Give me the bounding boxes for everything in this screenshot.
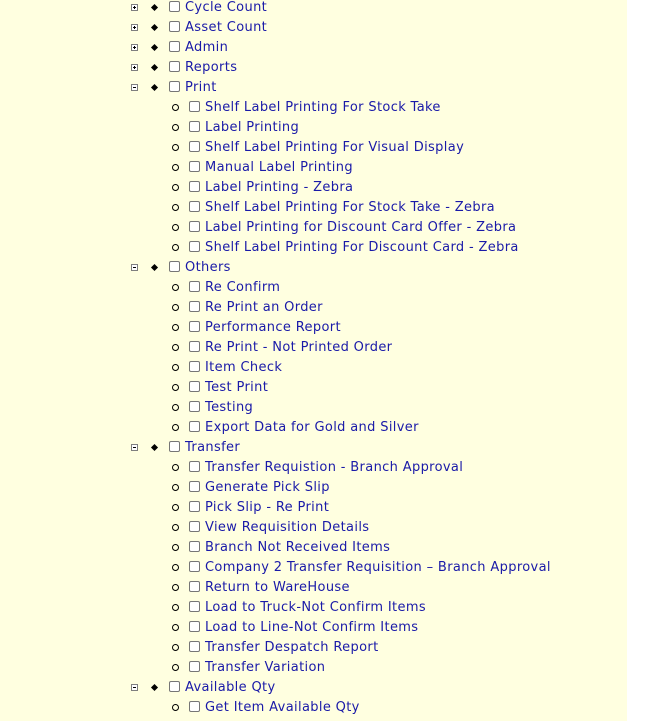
item-checkbox[interactable]	[189, 321, 200, 332]
item-checkbox[interactable]	[189, 661, 200, 672]
collapse-icon[interactable]	[131, 444, 138, 451]
tree-item	[0, 319, 627, 339]
tree-item	[0, 539, 627, 559]
tree-group-available-qty	[0, 679, 627, 699]
item-label[interactable]: Manual Label Printing	[205, 160, 353, 175]
item-label[interactable]: Re Print an Order	[205, 300, 323, 315]
group-label[interactable]: Transfer	[185, 440, 241, 455]
group-checkbox-admin[interactable]	[169, 41, 180, 52]
group-label[interactable]: Reports	[185, 60, 238, 75]
item-checkbox[interactable]	[189, 701, 200, 712]
circle-bullet-icon	[172, 544, 179, 551]
item-label[interactable]: Pick Slip - Re Print	[205, 500, 330, 515]
circle-bullet-icon	[172, 124, 179, 131]
item-checkbox[interactable]	[189, 341, 200, 352]
item-label[interactable]: Transfer Despatch Report	[205, 640, 379, 655]
expand-icon[interactable]	[131, 4, 138, 11]
item-label[interactable]: Shelf Label Printing For Stock Take - Zebra	[205, 200, 495, 215]
tree-item	[0, 239, 627, 259]
tree-item	[0, 479, 627, 499]
circle-bullet-icon	[172, 244, 179, 251]
tree-item	[0, 659, 627, 679]
circle-bullet-icon	[172, 204, 179, 211]
group-checkbox-print[interactable]	[169, 81, 180, 92]
tree-item	[0, 219, 627, 239]
item-checkbox[interactable]	[189, 381, 200, 392]
diamond-bullet-icon	[151, 64, 158, 71]
item-label[interactable]: Item Check	[205, 360, 283, 375]
circle-bullet-icon	[172, 304, 179, 311]
item-label[interactable]: Load to Line-Not Confirm Items	[205, 620, 419, 635]
item-label[interactable]: Branch Not Received Items	[205, 540, 391, 555]
circle-bullet-icon	[172, 484, 179, 491]
circle-bullet-icon	[172, 504, 179, 511]
circle-bullet-icon	[172, 604, 179, 611]
group-label[interactable]: Cycle Count	[185, 0, 268, 15]
item-label[interactable]: Label Printing for Discount Card Offer - Zebra	[205, 220, 517, 235]
circle-bullet-icon	[172, 344, 179, 351]
tree-item	[0, 619, 627, 639]
item-label[interactable]: Re Print - Not Printed Order	[205, 340, 393, 355]
item-label[interactable]: Transfer Requistion - Branch Approval	[205, 460, 464, 475]
item-label[interactable]: Label Printing - Zebra	[205, 180, 354, 195]
tree-item	[0, 179, 627, 199]
group-checkbox-asset-count[interactable]	[169, 21, 180, 32]
item-label[interactable]: View Requisition Details	[205, 520, 370, 535]
tree-item	[0, 419, 627, 439]
tree-item	[0, 139, 627, 159]
diamond-bullet-icon	[151, 84, 158, 91]
tree-item	[0, 579, 627, 599]
item-label[interactable]: Performance Report	[205, 320, 341, 335]
group-checkbox-available-qty[interactable]	[169, 681, 180, 692]
item-label[interactable]: Label Printing	[205, 120, 300, 135]
item-label[interactable]: Company 2 Transfer Requisition – Branch Approval	[205, 560, 551, 575]
tree-item	[0, 159, 627, 179]
tree-group-others	[0, 259, 627, 279]
circle-bullet-icon	[172, 224, 179, 231]
diamond-bullet-icon	[151, 24, 158, 31]
circle-bullet-icon	[172, 584, 179, 591]
item-label[interactable]: Shelf Label Printing For Visual Display	[205, 140, 465, 155]
collapse-icon[interactable]	[131, 84, 138, 91]
group-label[interactable]: Admin	[185, 40, 229, 55]
tree-item	[0, 399, 627, 419]
tree-item	[0, 299, 627, 319]
tree-item	[0, 459, 627, 479]
circle-bullet-icon	[172, 564, 179, 571]
item-checkbox[interactable]	[189, 361, 200, 372]
item-checkbox[interactable]	[189, 241, 200, 252]
item-checkbox[interactable]	[189, 461, 200, 472]
group-checkbox-reports[interactable]	[169, 61, 180, 72]
item-label[interactable]: Testing	[205, 400, 254, 415]
tree-item	[0, 199, 627, 219]
item-checkbox[interactable]	[189, 401, 200, 412]
expand-icon[interactable]	[131, 64, 138, 71]
circle-bullet-icon	[172, 184, 179, 191]
group-label[interactable]: Print	[185, 80, 217, 95]
item-checkbox[interactable]	[189, 221, 200, 232]
item-checkbox[interactable]	[189, 501, 200, 512]
item-label[interactable]: Shelf Label Printing For Stock Take	[205, 100, 441, 115]
tree-item	[0, 599, 627, 619]
item-label[interactable]: Transfer Variation	[205, 660, 326, 675]
diamond-bullet-icon	[151, 444, 158, 451]
circle-bullet-icon	[172, 384, 179, 391]
tree-item	[0, 119, 627, 139]
circle-bullet-icon	[172, 364, 179, 371]
item-checkbox[interactable]	[189, 521, 200, 532]
circle-bullet-icon	[172, 284, 179, 291]
tree-group-transfer	[0, 439, 627, 459]
item-label[interactable]: Re Confirm	[205, 280, 281, 295]
tree-item	[0, 519, 627, 539]
item-checkbox[interactable]	[189, 121, 200, 132]
item-label[interactable]: Shelf Label Printing For Discount Card - Zebra	[205, 240, 519, 255]
item-checkbox[interactable]	[189, 201, 200, 212]
diamond-bullet-icon	[151, 264, 158, 271]
tree-group-print	[0, 79, 627, 99]
item-checkbox[interactable]	[189, 481, 200, 492]
item-checkbox[interactable]	[189, 421, 200, 432]
tree-group-admin	[0, 39, 627, 59]
expand-icon[interactable]	[131, 24, 138, 31]
item-checkbox[interactable]	[189, 281, 200, 292]
item-checkbox[interactable]	[189, 561, 200, 572]
tree-item	[0, 99, 627, 119]
circle-bullet-icon	[172, 524, 179, 531]
collapse-icon[interactable]	[131, 264, 138, 271]
circle-bullet-icon	[172, 664, 179, 671]
group-checkbox-transfer[interactable]	[169, 441, 180, 452]
circle-bullet-icon	[172, 644, 179, 651]
tree-item	[0, 499, 627, 519]
tree-item	[0, 379, 627, 399]
item-label[interactable]: Generate Pick Slip	[205, 480, 330, 495]
collapse-icon[interactable]	[131, 684, 138, 691]
item-label[interactable]: Get Item Available Qty	[205, 700, 360, 715]
tree-group-reports	[0, 59, 627, 79]
item-checkbox[interactable]	[189, 621, 200, 632]
item-label[interactable]: Export Data for Gold and Silver	[205, 420, 419, 435]
diamond-bullet-icon	[151, 44, 158, 51]
tree-group-cycle-count	[0, 0, 627, 19]
group-label[interactable]: Others	[185, 260, 231, 275]
circle-bullet-icon	[172, 164, 179, 171]
item-label[interactable]: Load to Truck-Not Confirm Items	[205, 600, 426, 615]
circle-bullet-icon	[172, 424, 179, 431]
circle-bullet-icon	[172, 704, 179, 711]
item-checkbox[interactable]	[189, 101, 200, 112]
item-checkbox[interactable]	[189, 581, 200, 592]
item-checkbox[interactable]	[189, 181, 200, 192]
circle-bullet-icon	[172, 404, 179, 411]
tree-item	[0, 699, 627, 719]
group-checkbox-others[interactable]	[169, 261, 180, 272]
item-checkbox[interactable]	[189, 541, 200, 552]
tree-item	[0, 559, 627, 579]
diamond-bullet-icon	[151, 684, 158, 691]
item-checkbox[interactable]	[189, 301, 200, 312]
item-label[interactable]: Return to WareHouse	[205, 580, 350, 595]
tree-item	[0, 639, 627, 659]
tree-item	[0, 359, 627, 379]
item-label[interactable]: Test Print	[205, 380, 269, 395]
circle-bullet-icon	[172, 624, 179, 631]
tree-group-asset-count	[0, 19, 627, 39]
circle-bullet-icon	[172, 324, 179, 331]
item-checkbox[interactable]	[189, 601, 200, 612]
group-label[interactable]: Asset Count	[185, 20, 268, 35]
circle-bullet-icon	[172, 464, 179, 471]
diamond-bullet-icon	[151, 4, 158, 11]
group-checkbox-cycle-count[interactable]	[169, 1, 180, 12]
tree-item	[0, 279, 627, 299]
expand-icon[interactable]	[131, 44, 138, 51]
item-checkbox[interactable]	[189, 641, 200, 652]
group-label[interactable]: Available Qty	[185, 680, 276, 695]
item-checkbox[interactable]	[189, 161, 200, 172]
circle-bullet-icon	[172, 144, 179, 151]
circle-bullet-icon	[172, 104, 179, 111]
tree-item	[0, 339, 627, 359]
item-checkbox[interactable]	[189, 141, 200, 152]
